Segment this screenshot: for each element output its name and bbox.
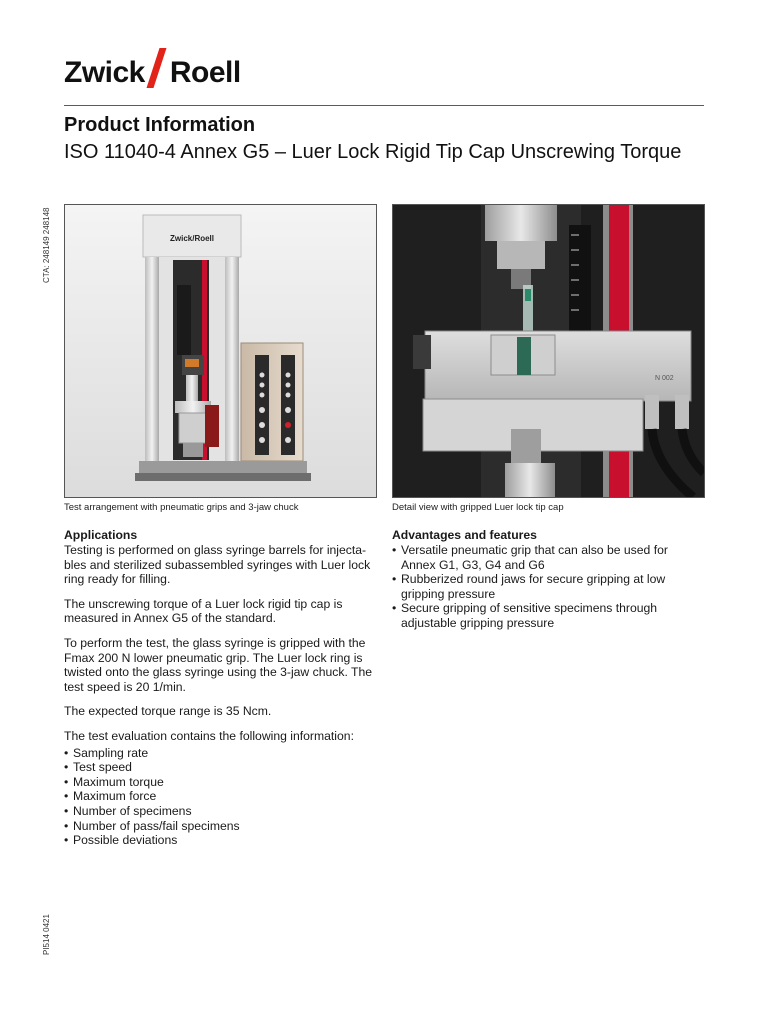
pi-code: PI514 0421 [42, 914, 51, 955]
header-rule [64, 105, 704, 106]
cta-code: CTA: 248149 248148 [42, 207, 51, 283]
list-item: • Maximum force [64, 789, 376, 804]
product-info-label: Product Information [64, 114, 256, 136]
list-item: • Number of pass/fail specimens [64, 819, 376, 834]
advantages-list [392, 543, 704, 631]
logo-slash [146, 48, 166, 88]
applications-heading: Applications [64, 528, 138, 542]
list-item: • Rubberized round jaws for secure gripping at low gripping pressure [392, 572, 704, 601]
svg-text:N 002: N 002 [655, 375, 674, 382]
logo-text-left: Zwick [64, 56, 145, 89]
advantages-heading: Advantages and features [392, 528, 537, 542]
applications-paragraph: The expected torque range is 35 Ncm. [64, 704, 272, 719]
caption-detail-view: Detail view with gripped Luer lock tip cap [392, 502, 564, 513]
applications-paragraph: Testing is performed on glass syringe barrels for injecta-bles and sterilized subassembled syringes with Luer lock ring ready for filling. [64, 543, 371, 587]
machine-logo: Zwick/Roell [169, 234, 215, 243]
list-item: • Versatile pneumatic grip that can also be used for Annex G1, G3, G4 and G6 [392, 543, 704, 572]
photo-test-arrangement [64, 204, 377, 498]
applications-paragraph: The unscrewing torque of a Luer lock rigid tip cap is measured in Annex G5 of the standard. [64, 596, 343, 626]
evaluation-list [64, 746, 376, 848]
list-item: • Sampling rate [64, 746, 376, 761]
photo-detail-view [392, 204, 705, 498]
page-title: ISO 11040-4 Annex G5 – Luer Lock Rigid Tip Cap Unscrewing Torque [64, 141, 682, 163]
zwickroell-logo [64, 44, 241, 90]
list-item: • Secure gripping of sensitive specimens through adjustable gripping pressure [392, 601, 704, 630]
applications-paragraph: The test evaluation contains the following information: [64, 728, 354, 743]
applications-paragraph: To perform the test, the glass syringe is gripped with the Fmax 200 N lower pneumatic grip. The Luer lock ring is twisted onto the glass syringe using the 3-jaw chuck. The test speed is 20 1/min. [64, 635, 373, 694]
list-item: • Number of specimens [64, 804, 376, 819]
advantages-section [392, 528, 704, 631]
caption-test-arrangement: Test arrangement with pneumatic grips and 3-jaw chuck [64, 502, 299, 513]
list-item: • Maximum torque [64, 775, 376, 790]
list-item: • Possible deviations [64, 833, 376, 848]
logo-text-right: Roell [169, 56, 241, 89]
applications-section [64, 528, 376, 848]
list-item: • Test speed [64, 760, 376, 775]
